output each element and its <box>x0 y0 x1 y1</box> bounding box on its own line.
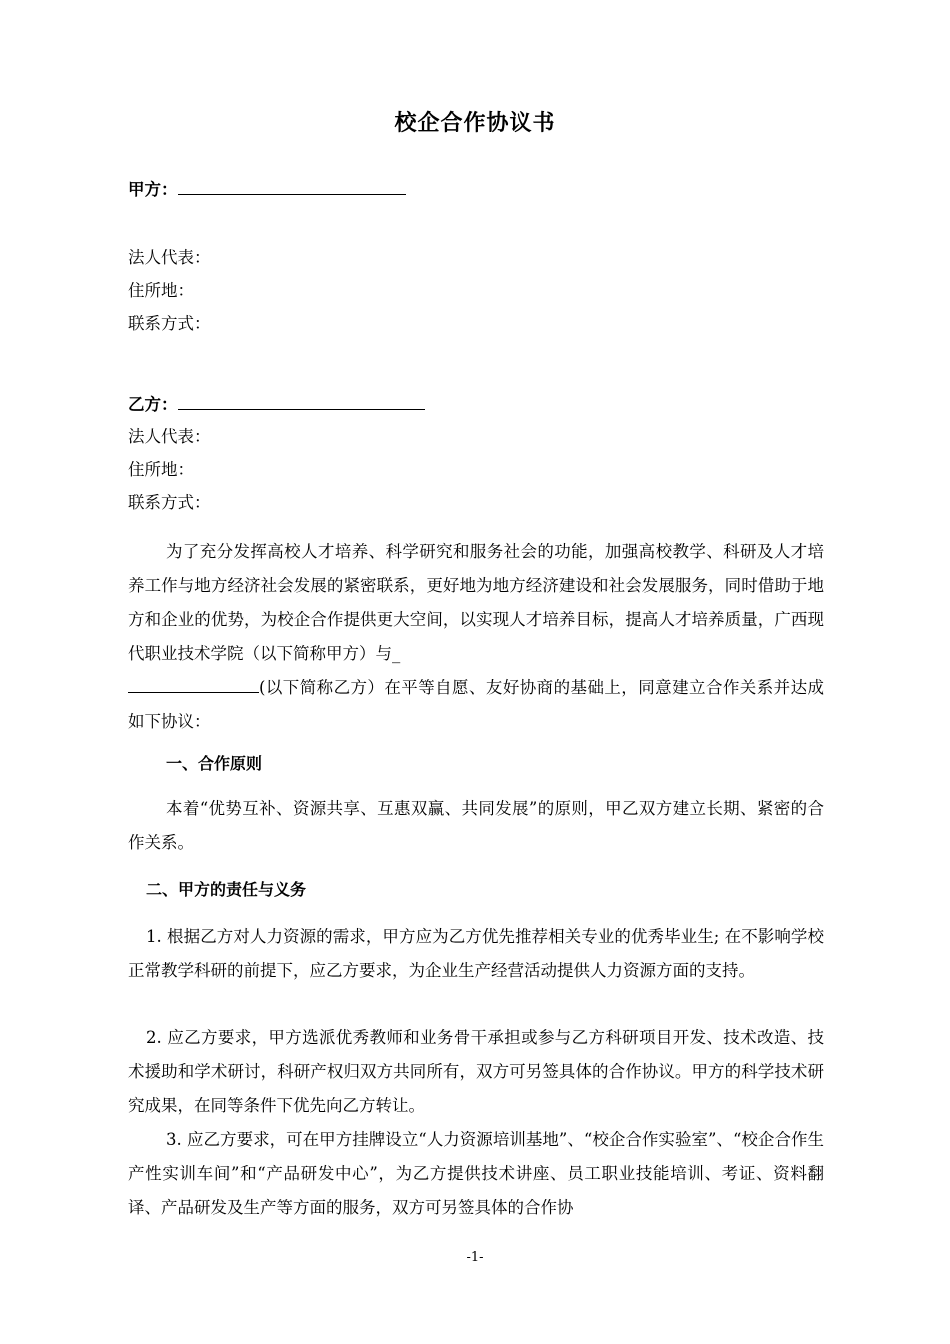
party-a-line <box>128 180 406 200</box>
section-1-heading: 一、合作原则 <box>166 754 263 773</box>
party-a-contact: 联系方式： <box>128 314 211 333</box>
party-b-name-blank <box>178 395 425 410</box>
party-b-line <box>128 395 425 415</box>
intro-text-part2: (以下简称乙方）在平等自愿、友好协商的基础上，同意建立合作关系并达成如下协议： <box>128 678 824 731</box>
party-a-name-blank <box>178 180 406 195</box>
intro-paragraph <box>128 535 824 739</box>
document-title: 校企合作协议书 <box>394 111 556 136</box>
section-2-item-1: 1. 根据乙方对人力资源的需求，甲方应为乙方优先推荐相关专业的优秀毕业生; 在不影响学校正常教学科研的前提下，应乙方要求，为企业生产经营活动提供人力资源方面的支持。 <box>128 927 824 980</box>
party-b-label: 乙方： <box>128 395 178 414</box>
party-b-contact: 联系方式： <box>128 493 211 512</box>
party-a-rep: 法人代表： <box>128 248 211 267</box>
party-b-rep: 法人代表： <box>128 427 211 446</box>
page-number: -1- <box>466 1250 484 1265</box>
party-a-address: 住所地： <box>128 281 194 300</box>
party-b-address: 住所地： <box>128 460 194 479</box>
section-1-body: 本着“优势互补、资源共享、互惠双赢、共同发展”的原则，甲乙双方建立长期、紧密的合作关系。 <box>128 799 824 852</box>
section-2-heading: 二、甲方的责任与义务 <box>146 880 307 899</box>
party-a-label: 甲方： <box>128 180 178 199</box>
intro-text-part1: 为了充分发挥高校人才培养、科学研究和服务社会的功能，加强高校教学、科研及人才培养工作与地方经济社会发展的紧密联系，更好地为地方经济建设和社会发展服务，同时借助于地方和企业的优势，为校企合作提供更大空间，以实现人才培养目标，提高人才培养质量，广西现代职业技术学院（以下简称甲方）与_ <box>128 542 824 663</box>
section-2-item-2: 2. 应乙方要求，甲方选派优秀教师和业务骨干承担或参与乙方科研项目开发、技术改造、技术援助和学术研讨，科研产权归双方共同所有，双方可另签具体的合作协议。甲方的科学技术研究成果，在同等条件下优先向乙方转让。 <box>128 1028 824 1115</box>
section-2-item-3: 3. 应乙方要求，可在甲方挂牌设立“人力资源培训基地”、“校企合作实验室”、“校企合作生产性实训车间”和“产品研发中心”，为乙方提供技术讲座、员工职业技能培训、考证、资料翻译、产品研发及生产等方面的服务，双方可另签具体的合作协 <box>128 1130 824 1217</box>
party-b-blank-inline <box>128 678 259 693</box>
